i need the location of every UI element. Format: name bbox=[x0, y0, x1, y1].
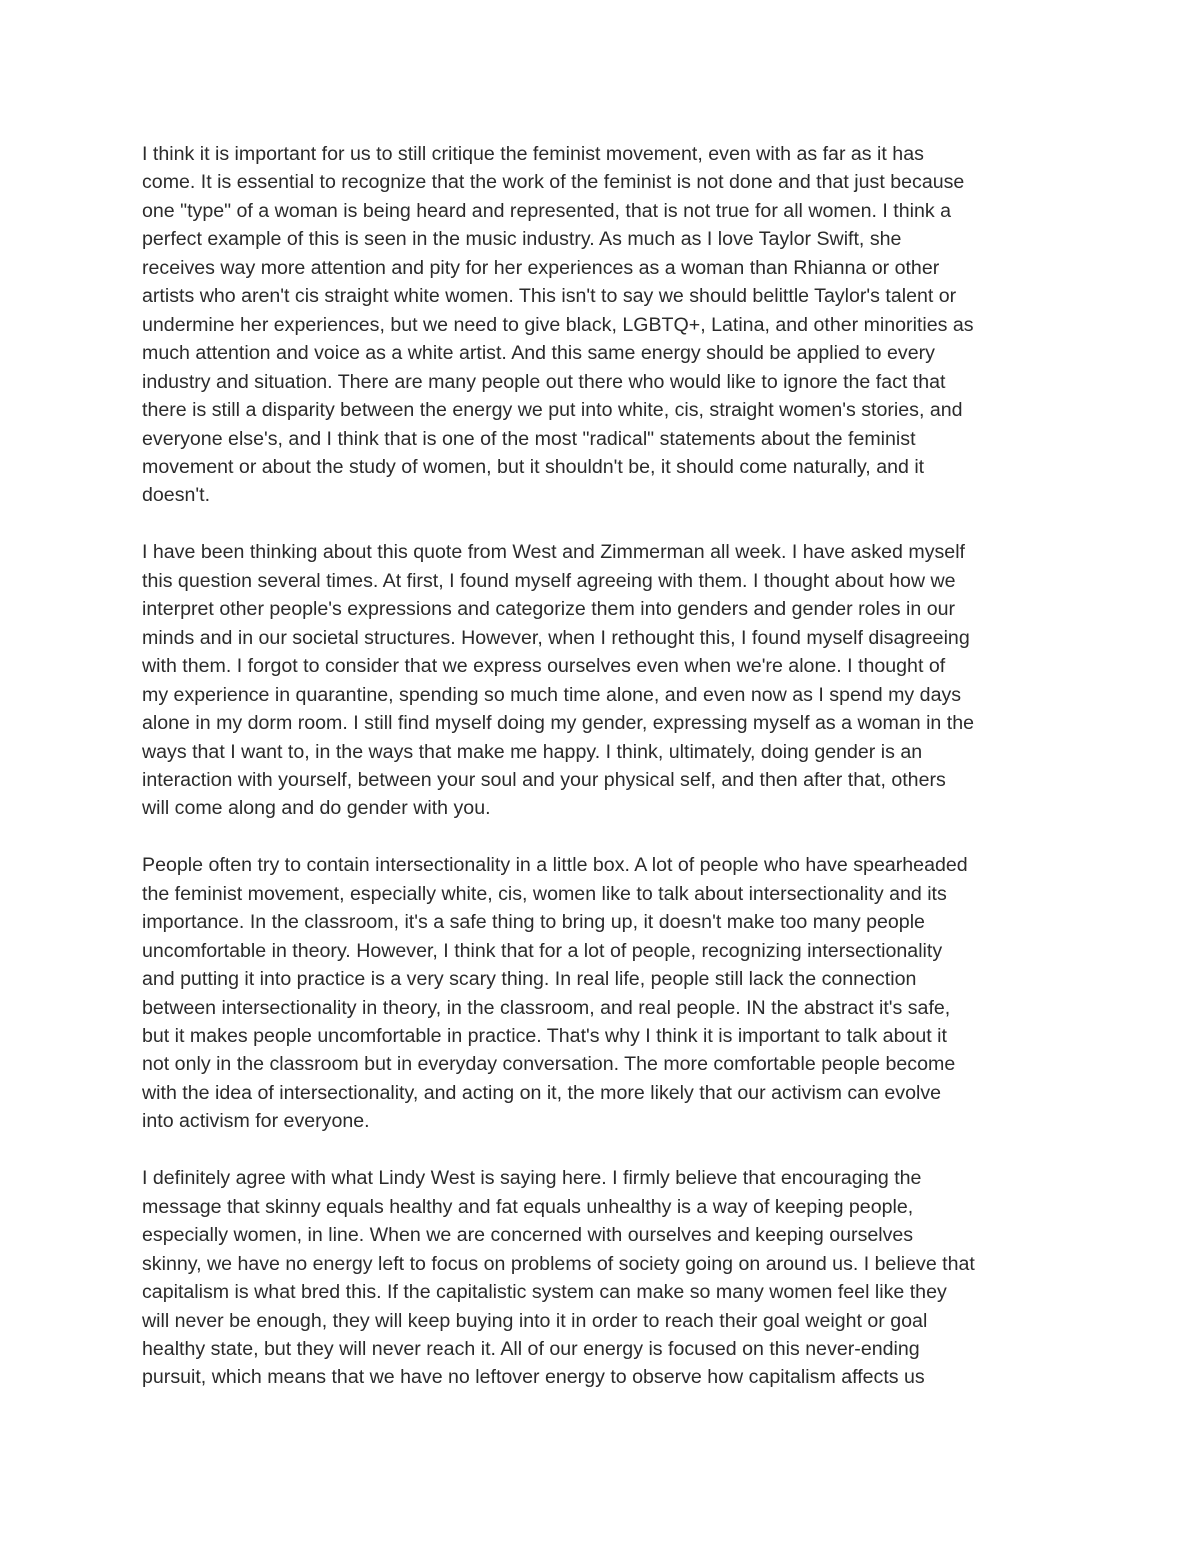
text-line: uncomfortable in theory. However, I think that for a lot of people, recognizing intersectionality bbox=[142, 939, 943, 962]
text-line: receives way more attention and pity for her experiences as a woman than Rhianna or other bbox=[142, 256, 940, 279]
text-line: ways that I want to, in the ways that make me happy. I think, ultimately, doing gender is an bbox=[142, 740, 923, 763]
text-line: with the idea of intersectionality, and acting on it, the more likely that our activism can evolve bbox=[142, 1081, 942, 1104]
text-line: healthy state, but they will never reach it. All of our energy is focused on this never-ending bbox=[142, 1337, 920, 1360]
text-line: I think it is important for us to still critique the feminist movement, even with as far as it has bbox=[142, 143, 924, 165]
text-line: capitalism is what bred this. If the capitalistic system can make so many women feel like they bbox=[142, 1281, 947, 1304]
text-line: the feminist movement, especially white, cis, women like to talk about intersectionality and its bbox=[142, 882, 947, 905]
text-line: perfect example of this is seen in the music industry. As much as I love Taylor Swift, she bbox=[142, 228, 902, 251]
paragraph-4 bbox=[142, 1164, 1062, 1392]
text-line: I definitely agree with what Lindy West is saying here. I firmly believe that encouraging the bbox=[142, 1167, 922, 1190]
text-line: much attention and voice as a white artist. And this same energy should be applied to every bbox=[142, 342, 935, 365]
text-line: and putting it into practice is a very scary thing. In real life, people still lack the connection bbox=[142, 968, 917, 991]
text-line: this question several times. At first, I found myself agreeing with them. I thought about how we bbox=[142, 569, 956, 592]
text-line: doesn't. bbox=[142, 484, 211, 507]
text-line: interpret other people's expressions and categorize them into genders and gender roles in our bbox=[142, 598, 956, 621]
text-line: but it makes people uncomfortable in practice. That's why I think it is important to talk about it bbox=[142, 1025, 947, 1048]
text-line: skinny, we have no energy left to focus on problems of society going on around us. I believe that bbox=[142, 1252, 975, 1275]
text-line: with them. I forgot to consider that we express ourselves even when we're alone. I thought of bbox=[142, 655, 946, 678]
text-line: into activism for everyone. bbox=[142, 1110, 370, 1133]
text-line: one "type" of a woman is being heard and represented, that is not true for all women. I think a bbox=[142, 199, 952, 222]
paragraph-1 bbox=[142, 140, 1062, 510]
text-line: my experience in quarantine, spending so much time alone, and even now as I spend my days bbox=[142, 683, 962, 706]
text-line: message that skinny equals healthy and fat equals unhealthy is a way of keeping people, bbox=[142, 1195, 914, 1218]
text-line: movement or about the study of women, but it shouldn't be, it should come naturally, and it bbox=[142, 455, 925, 478]
text-line: will never be enough, they will keep buying into it in order to reach their goal weight or goal bbox=[142, 1309, 928, 1332]
text-line: importance. In the classroom, it's a safe thing to bring up, it doesn't make too many people bbox=[142, 911, 925, 934]
text-line: People often try to contain intersectionality in a little box. A lot of people who have spearheaded bbox=[142, 854, 968, 877]
text-line: undermine her experiences, but we need to give black, LGBTQ+, Latina, and other minorities as bbox=[142, 313, 974, 336]
text-line: I have been thinking about this quote from West and Zimmerman all week. I have asked myself bbox=[142, 541, 965, 564]
text-line: interaction with yourself, between your soul and your physical self, and then after that, others bbox=[142, 768, 946, 791]
text-line: between intersectionality in theory, in the classroom, and real people. IN the abstract it's safe, bbox=[142, 996, 951, 1019]
paragraph-2 bbox=[142, 538, 1062, 823]
text-line: will come along and do gender with you. bbox=[142, 797, 491, 820]
text-line: everyone else's, and I think that is one of the most "radical" statements about the feminist bbox=[142, 427, 916, 450]
text-line: artists who aren't cis straight white women. This isn't to say we should belittle Taylor's talent or bbox=[142, 285, 957, 308]
text-line: industry and situation. There are many people out there who would like to ignore the fact that bbox=[142, 370, 946, 393]
text-line: come. It is essential to recognize that the work of the feminist is not done and that just because bbox=[142, 171, 965, 194]
paragraph-3 bbox=[142, 851, 1062, 1136]
document-body bbox=[142, 140, 1062, 1420]
text-line: there is still a disparity between the energy we put into white, cis, straight women's stories, and bbox=[142, 399, 963, 422]
text-line: especially women, in line. When we are concerned with ourselves and keeping ourselves bbox=[142, 1224, 914, 1247]
text-line: minds and in our societal structures. However, when I rethought this, I found myself disagreeing bbox=[142, 626, 970, 649]
text-line: alone in my dorm room. I still find myself doing my gender, expressing myself as a woman in the bbox=[142, 712, 975, 735]
text-line: pursuit, which means that we have no leftover energy to observe how capitalism affects us bbox=[142, 1366, 925, 1389]
text-line: not only in the classroom but in everyday conversation. The more comfortable people become bbox=[142, 1053, 956, 1076]
